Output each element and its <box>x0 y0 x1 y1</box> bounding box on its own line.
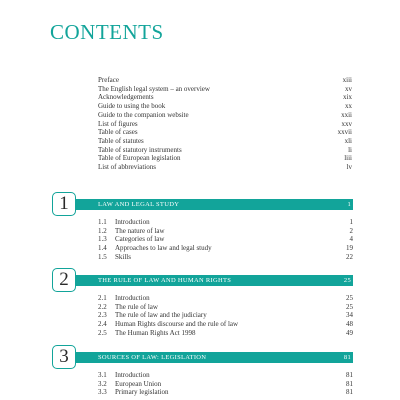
section-title: The Human Rights Act 1998 <box>115 328 196 337</box>
front-matter-item <box>98 120 352 129</box>
front-matter-item <box>98 128 352 137</box>
front-matter-item <box>98 111 352 120</box>
section-page: 81 <box>346 379 353 388</box>
front-matter-item <box>98 93 352 102</box>
section-title: The rule of law and the judiciary <box>115 311 207 320</box>
front-matter-label: Table of statutes <box>98 136 144 145</box>
section-title: Skills <box>115 252 131 261</box>
chapter-title-bar[interactable] <box>64 199 353 210</box>
section-page: 81 <box>346 388 353 397</box>
front-matter-page: xli <box>344 136 352 145</box>
section-row <box>98 371 353 380</box>
section-number: 1.5 <box>98 252 107 261</box>
front-matter-page: xxii <box>341 110 352 119</box>
chapter-number-box: 1 <box>52 192 76 216</box>
front-matter-label: Table of cases <box>98 128 138 137</box>
chapter-title-bar[interactable] <box>64 352 353 363</box>
section-row <box>98 388 353 397</box>
front-matter-page: xx <box>345 102 352 111</box>
section-number: 3.2 <box>98 379 107 388</box>
chapter-title-bar[interactable] <box>64 275 353 286</box>
section-page: 25 <box>346 294 353 302</box>
chapter-page: 1 <box>347 201 351 208</box>
front-matter-list <box>98 76 352 172</box>
section-title: Introduction <box>115 371 150 379</box>
section-row <box>98 244 353 253</box>
front-matter-page: lv <box>346 163 352 172</box>
front-matter-label: List of abbreviations <box>98 163 156 172</box>
section-page: 25 <box>346 302 353 311</box>
section-page: 49 <box>346 328 353 337</box>
front-matter-item <box>98 163 352 172</box>
front-matter-page: li <box>348 145 352 154</box>
section-title: European Union <box>115 379 162 388</box>
front-matter-page: xxv <box>341 119 352 128</box>
front-matter-item <box>98 102 352 111</box>
front-matter-label: List of figures <box>98 119 138 128</box>
chapter-number-box: 3 <box>52 345 76 369</box>
front-matter-label: Guide to the companion website <box>98 110 189 119</box>
section-page: 4 <box>349 235 353 244</box>
chapter-header <box>52 192 353 218</box>
section-page: 1 <box>349 218 353 226</box>
chapter-3 <box>52 345 353 397</box>
chapter-page: 25 <box>343 277 351 284</box>
section-row <box>98 253 353 262</box>
section-row <box>98 320 353 329</box>
section-row <box>98 294 353 303</box>
front-matter-label: The English legal system – an overview <box>98 84 210 93</box>
section-page: 81 <box>346 371 353 379</box>
section-title: Categories of law <box>115 235 165 244</box>
front-matter-label: Preface <box>98 76 119 84</box>
section-page: 34 <box>346 311 353 320</box>
chapter-number-box: 2 <box>52 268 76 292</box>
chapter-header <box>52 268 353 294</box>
section-row <box>98 235 353 244</box>
chapter-header <box>52 345 353 371</box>
front-matter-item <box>98 76 352 85</box>
section-list <box>98 218 353 262</box>
section-page: 22 <box>346 252 353 261</box>
section-number: 3.3 <box>98 388 107 397</box>
section-title: Primary legislation <box>115 388 169 397</box>
section-row <box>98 380 353 389</box>
section-row <box>98 218 353 227</box>
front-matter-item <box>98 154 352 163</box>
section-number: 2.2 <box>98 302 107 311</box>
chapter-title: LAW AND LEGAL STUDY <box>98 201 180 208</box>
section-row <box>98 311 353 320</box>
section-title: Human Rights discourse and the rule of law <box>115 320 239 329</box>
section-number: 1.2 <box>98 226 107 235</box>
section-number: 2.4 <box>98 320 107 329</box>
chapter-title: SOURCES OF LAW: LEGISLATION <box>98 354 207 361</box>
section-number: 2.5 <box>98 328 107 337</box>
section-row <box>98 329 353 338</box>
front-matter-item <box>98 137 352 146</box>
front-matter-item <box>98 85 352 94</box>
page-title: CONTENTS <box>50 20 164 45</box>
section-number: 2.1 <box>98 294 107 302</box>
front-matter-page: liii <box>344 154 352 163</box>
section-title: Introduction <box>115 218 150 226</box>
section-page: 2 <box>349 226 353 235</box>
section-list <box>98 371 353 397</box>
section-row <box>98 227 353 236</box>
section-page: 48 <box>346 320 353 329</box>
front-matter-page: xv <box>345 84 352 93</box>
section-list <box>98 294 353 338</box>
section-title: Introduction <box>115 294 150 302</box>
section-number: 1.3 <box>98 235 107 244</box>
section-title: The rule of law <box>115 302 158 311</box>
section-title: Approaches to law and legal study <box>115 244 212 253</box>
front-matter-item <box>98 146 352 155</box>
section-page: 19 <box>346 244 353 253</box>
section-number: 1.4 <box>98 244 107 253</box>
front-matter-page: xix <box>343 93 352 102</box>
section-number: 3.1 <box>98 371 107 379</box>
section-number: 1.1 <box>98 218 107 226</box>
front-matter-page: xxvii <box>337 128 352 137</box>
section-row <box>98 303 353 312</box>
chapter-page: 81 <box>343 354 351 361</box>
section-number: 2.3 <box>98 311 107 320</box>
chapter-title: THE RULE OF LAW AND HUMAN RIGHTS <box>98 277 232 284</box>
front-matter-label: Table of European legislation <box>98 154 181 163</box>
front-matter-page: xiii <box>342 76 352 84</box>
section-title: The nature of law <box>115 226 165 235</box>
front-matter-label: Guide to using the book <box>98 102 166 111</box>
front-matter-label: Acknowledgements <box>98 93 154 102</box>
front-matter-label: Table of statutory instruments <box>98 145 182 154</box>
chapter-2 <box>52 268 353 338</box>
chapter-1 <box>52 192 353 262</box>
